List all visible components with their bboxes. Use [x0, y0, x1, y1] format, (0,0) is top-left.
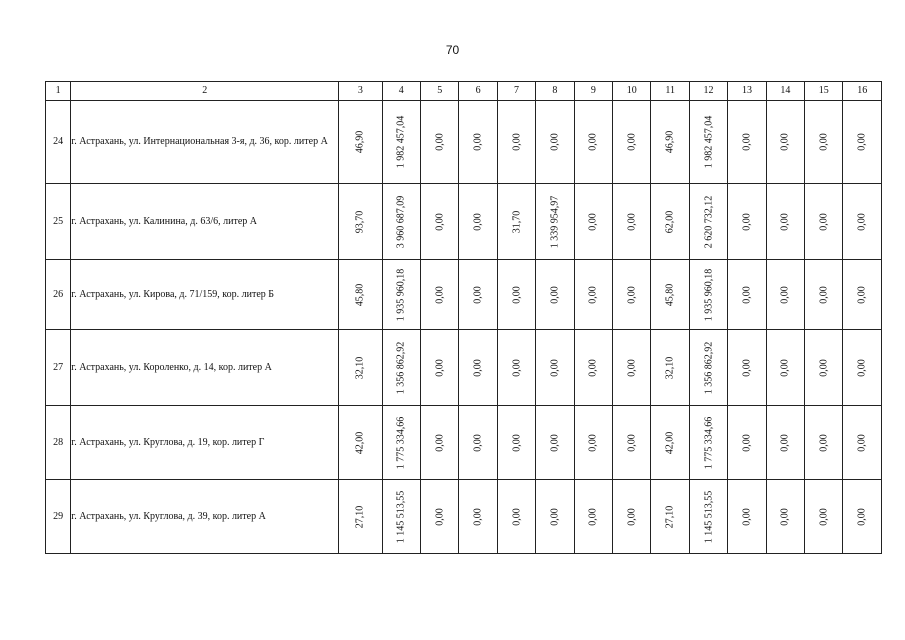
value-text: 46,90	[664, 130, 676, 154]
value-cell	[766, 260, 804, 330]
value-cell	[459, 330, 497, 406]
row-number: 25	[46, 184, 71, 260]
column-header: 7	[497, 82, 535, 101]
value-text: 0,00	[625, 433, 637, 452]
value-cell	[536, 184, 574, 260]
value-text: 0,00	[625, 212, 637, 231]
value-text: 0,00	[625, 285, 637, 304]
column-header: 10	[613, 82, 651, 101]
address-cell: г. Астрахань, ул. Круглова, д. 19, кор. литер Г	[71, 406, 339, 480]
value-cell	[536, 101, 574, 184]
value-text: 0,00	[472, 358, 484, 377]
value-text: 0,00	[625, 507, 637, 526]
value-text: 0,00	[472, 212, 484, 231]
value-cell	[382, 480, 420, 554]
value-text: 0,00	[779, 433, 791, 452]
value-text: 46,90	[354, 130, 366, 154]
value-text: 1 982 457,04	[395, 115, 407, 169]
column-header: 5	[421, 82, 459, 101]
value-text: 42,00	[354, 431, 366, 454]
value-cell	[574, 480, 612, 554]
value-cell	[421, 260, 459, 330]
value-cell	[382, 406, 420, 480]
value-cell	[497, 480, 535, 554]
value-cell	[728, 406, 766, 480]
header-row	[46, 82, 882, 101]
value-cell	[339, 406, 382, 480]
value-text: 1 935 960,18	[702, 268, 714, 321]
value-cell	[421, 406, 459, 480]
row-number: 26	[46, 260, 71, 330]
value-text: 0,00	[472, 285, 484, 304]
table-row	[46, 480, 882, 554]
value-cell	[766, 101, 804, 184]
value-text: 1 775 334,66	[702, 416, 714, 469]
column-header: 12	[689, 82, 727, 101]
value-text: 0,00	[741, 212, 753, 231]
value-cell	[766, 406, 804, 480]
value-cell	[766, 330, 804, 406]
value-cell	[651, 260, 689, 330]
value-cell	[805, 184, 843, 260]
value-cell	[843, 184, 882, 260]
value-cell	[497, 406, 535, 480]
table-row	[46, 330, 882, 406]
value-text: 0,00	[779, 212, 791, 231]
housing-table	[45, 81, 882, 554]
value-text: 0,00	[433, 212, 445, 231]
value-cell	[574, 406, 612, 480]
value-text: 1 982 457,04	[702, 115, 714, 169]
column-header: 8	[536, 82, 574, 101]
value-text: 0,00	[549, 433, 561, 452]
value-cell	[613, 480, 651, 554]
value-text: 0,00	[856, 433, 868, 452]
value-cell	[339, 260, 382, 330]
value-text: 0,00	[549, 358, 561, 377]
value-cell	[421, 184, 459, 260]
value-text: 0,00	[587, 133, 599, 151]
value-text: 0,00	[741, 133, 753, 151]
value-cell	[728, 480, 766, 554]
column-header: 1	[46, 82, 71, 101]
value-cell	[689, 260, 727, 330]
column-header: 14	[766, 82, 804, 101]
value-text: 0,00	[856, 507, 868, 526]
value-cell	[421, 480, 459, 554]
value-text: 1 145 513,55	[395, 490, 407, 543]
value-text: 0,00	[587, 358, 599, 377]
value-text: 0,00	[818, 507, 830, 526]
value-cell	[651, 330, 689, 406]
value-text: 0,00	[818, 212, 830, 231]
value-cell	[728, 101, 766, 184]
value-text: 27,10	[664, 505, 676, 528]
value-text: 2 620 732,12	[702, 195, 714, 248]
value-text: 0,00	[472, 133, 484, 151]
value-cell	[805, 480, 843, 554]
value-cell	[613, 101, 651, 184]
value-text: 0,00	[779, 133, 791, 151]
value-text: 1 935 960,18	[395, 268, 407, 321]
value-cell	[536, 406, 574, 480]
row-number: 28	[46, 406, 71, 480]
value-cell	[728, 184, 766, 260]
value-text: 27,10	[354, 505, 366, 528]
value-cell	[689, 480, 727, 554]
value-cell	[536, 330, 574, 406]
value-cell	[843, 406, 882, 480]
table-row	[46, 406, 882, 480]
value-cell	[651, 480, 689, 554]
value-cell	[843, 260, 882, 330]
value-text: 45,80	[664, 283, 676, 306]
row-number: 29	[46, 480, 71, 554]
value-text: 45,80	[354, 283, 366, 306]
value-cell	[613, 330, 651, 406]
value-text: 0,00	[818, 433, 830, 452]
value-text: 0,00	[510, 433, 522, 452]
value-text: 0,00	[779, 507, 791, 526]
value-cell	[421, 101, 459, 184]
value-text: 42,00	[664, 431, 676, 454]
value-text: 0,00	[741, 433, 753, 452]
value-cell	[339, 184, 382, 260]
value-cell	[339, 330, 382, 406]
value-cell	[382, 260, 420, 330]
table-row	[46, 101, 882, 184]
value-cell	[459, 406, 497, 480]
column-header: 4	[382, 82, 420, 101]
value-cell	[805, 101, 843, 184]
address-cell: г. Астрахань, ул. Круглова, д. 39, кор. литер А	[71, 480, 339, 554]
value-text: 0,00	[433, 507, 445, 526]
value-text: 0,00	[741, 507, 753, 526]
address-cell: г. Астрахань, ул. Калинина, д. 63/6, литер А	[71, 184, 339, 260]
column-header: 3	[339, 82, 382, 101]
value-cell	[497, 260, 535, 330]
value-text: 0,00	[510, 358, 522, 377]
value-text: 0,00	[510, 285, 522, 304]
value-cell	[651, 406, 689, 480]
address-cell: г. Астрахань, ул. Интернациональная 3-я, д. 36, кор. литер А	[71, 101, 339, 184]
value-cell	[536, 260, 574, 330]
value-text: 0,00	[510, 507, 522, 526]
value-text: 0,00	[472, 433, 484, 452]
value-text: 0,00	[856, 285, 868, 304]
address-cell: г. Астрахань, ул. Кирова, д. 71/159, кор. литер Б	[71, 260, 339, 330]
value-text: 0,00	[741, 358, 753, 377]
value-text: 1 145 513,55	[702, 490, 714, 543]
value-cell	[459, 480, 497, 554]
value-text: 0,00	[625, 133, 637, 151]
table-row	[46, 184, 882, 260]
value-text: 93,70	[354, 210, 366, 233]
value-text: 0,00	[587, 507, 599, 526]
value-text: 31,70	[510, 210, 522, 233]
value-text: 1 356 862,92	[702, 341, 714, 394]
value-text: 0,00	[741, 285, 753, 304]
value-cell	[651, 184, 689, 260]
value-cell	[843, 101, 882, 184]
value-cell	[689, 184, 727, 260]
column-header: 2	[71, 82, 339, 101]
value-text: 0,00	[587, 433, 599, 452]
value-text: 0,00	[472, 507, 484, 526]
value-text: 0,00	[433, 433, 445, 452]
value-text: 1 356 862,92	[395, 341, 407, 394]
value-text: 0,00	[510, 133, 522, 151]
value-cell	[651, 101, 689, 184]
column-header: 15	[805, 82, 843, 101]
value-cell	[689, 330, 727, 406]
value-cell	[613, 260, 651, 330]
value-text: 0,00	[779, 285, 791, 304]
row-number: 27	[46, 330, 71, 406]
value-cell	[382, 330, 420, 406]
value-cell	[459, 101, 497, 184]
value-text: 0,00	[549, 507, 561, 526]
value-text: 0,00	[625, 358, 637, 377]
value-cell	[689, 406, 727, 480]
value-cell	[459, 260, 497, 330]
value-cell	[459, 184, 497, 260]
value-cell	[497, 330, 535, 406]
value-cell	[382, 101, 420, 184]
value-text: 0,00	[433, 285, 445, 304]
row-number: 24	[46, 101, 71, 184]
column-header: 6	[459, 82, 497, 101]
value-text: 1 339 954,97	[549, 195, 561, 248]
value-text: 0,00	[549, 133, 561, 151]
value-cell	[843, 330, 882, 406]
value-cell	[574, 184, 612, 260]
value-text: 0,00	[433, 133, 445, 151]
column-header: 13	[728, 82, 766, 101]
value-cell	[574, 101, 612, 184]
value-cell	[613, 406, 651, 480]
column-header: 16	[843, 82, 882, 101]
value-cell	[805, 330, 843, 406]
value-cell	[339, 480, 382, 554]
value-text: 0,00	[856, 212, 868, 231]
value-text: 0,00	[818, 285, 830, 304]
value-text: 1 775 334,66	[395, 416, 407, 469]
value-cell	[728, 260, 766, 330]
value-text: 0,00	[818, 358, 830, 377]
value-cell	[382, 184, 420, 260]
address-cell: г. Астрахань, ул. Короленко, д. 14, кор. литер А	[71, 330, 339, 406]
value-cell	[421, 330, 459, 406]
value-text: 0,00	[587, 212, 599, 231]
value-cell	[805, 406, 843, 480]
value-cell	[613, 184, 651, 260]
value-text: 62,00	[664, 210, 676, 233]
value-cell	[497, 184, 535, 260]
column-header: 11	[651, 82, 689, 101]
value-cell	[339, 101, 382, 184]
value-cell	[805, 260, 843, 330]
table-row	[46, 260, 882, 330]
value-cell	[689, 101, 727, 184]
value-text: 32,10	[664, 356, 676, 379]
column-header: 9	[574, 82, 612, 101]
value-text: 0,00	[433, 358, 445, 377]
value-cell	[536, 480, 574, 554]
value-text: 0,00	[549, 285, 561, 304]
value-cell	[766, 184, 804, 260]
value-text: 3 960 687,09	[395, 195, 407, 248]
value-cell	[574, 260, 612, 330]
value-text: 0,00	[856, 133, 868, 151]
value-text: 0,00	[587, 285, 599, 304]
page-number: 70	[445, 43, 460, 57]
value-cell	[766, 480, 804, 554]
value-cell	[728, 330, 766, 406]
value-text: 0,00	[779, 358, 791, 377]
value-text: 0,00	[856, 358, 868, 377]
value-cell	[497, 101, 535, 184]
value-text: 32,10	[354, 356, 366, 379]
value-cell	[574, 330, 612, 406]
value-cell	[843, 480, 882, 554]
value-text: 0,00	[818, 133, 830, 151]
